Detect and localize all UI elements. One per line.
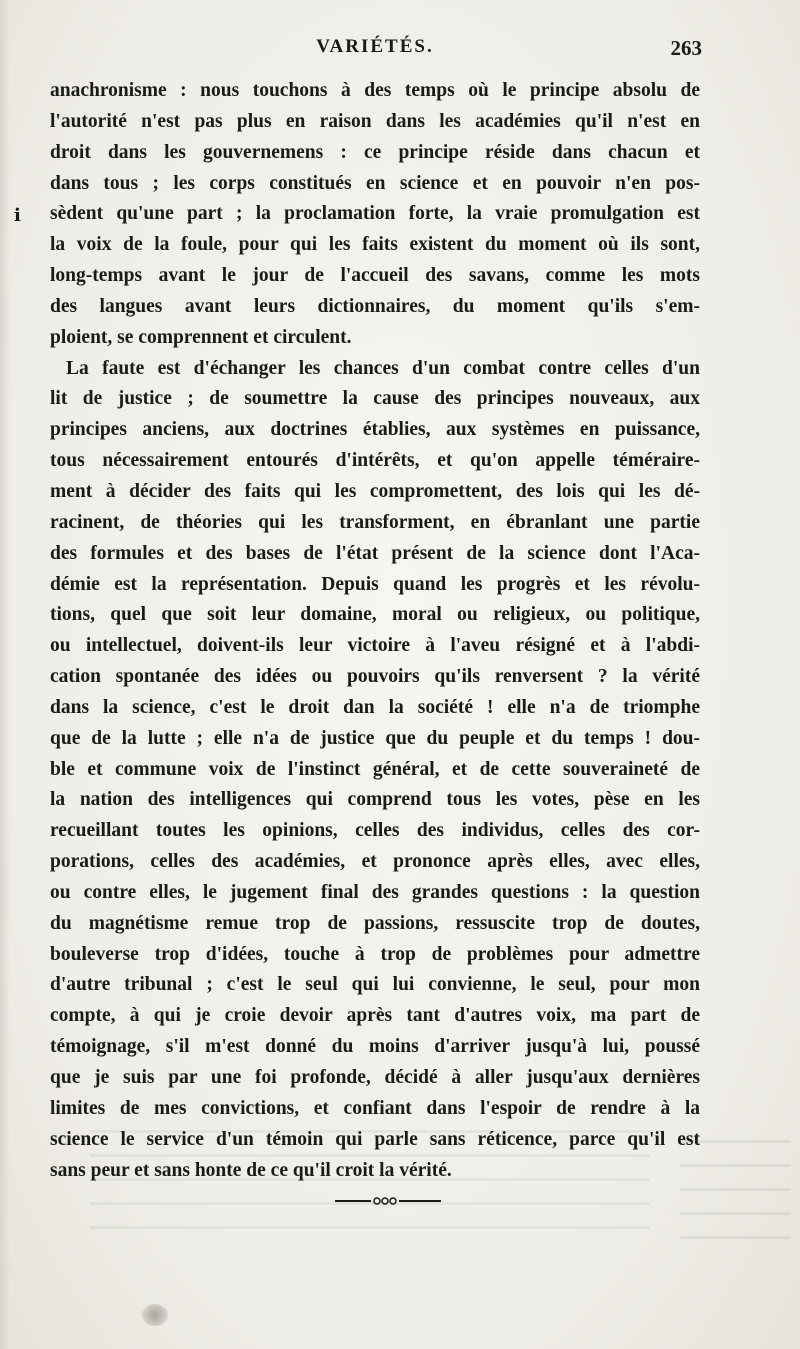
text-line: des formules et des bases de l'état présent de la science dont l'Aca-: [50, 542, 700, 564]
text-line: dans la science, c'est le droit dan la société ! elle n'a de triomphe: [50, 696, 700, 718]
text-line: lit de justice ; de soumettre la cause des principes nouveaux, aux: [50, 388, 700, 410]
text-line: tous nécessairement entourés d'intérêts, et qu'on appelle téméraire-: [50, 450, 700, 472]
text-line: ble et commune voix de l'instinct général, et de cette souveraineté de: [50, 758, 700, 780]
text-line: sèdent qu'une part ; la proclamation forte, la vraie promulgation est: [50, 203, 700, 225]
text-line: science le service d'un témoin qui parle sans réticence, parce qu'il est: [50, 1128, 700, 1150]
text-line: ment à décider des faits qui les compromettent, des lois qui les dé-: [50, 480, 700, 502]
body-text: [50, 76, 700, 1186]
text-line: compte, à qui je croie devoir après tant d'autres voix, ma part de: [50, 1005, 700, 1027]
text-line: ou contre elles, le jugement final des grandes questions : la question: [50, 881, 700, 903]
text-line: porations, celles des académies, et prononce après elles, avec elles,: [50, 851, 700, 873]
text-line: ploient, se comprennent et circulent.: [50, 326, 352, 348]
text-line: anachronisme : nous touchons à des temps où le principe absolu de: [50, 80, 700, 101]
text-line: démie est la représentation. Depuis quand les progrès et les révolu-: [50, 573, 700, 595]
section-end-ornament: [333, 1196, 443, 1206]
ink-stain: [142, 1304, 168, 1326]
margin-mark: ⅰ: [14, 205, 21, 225]
text-line: sans peur et sans honte de ce qu'il croit la vérité.: [50, 1159, 452, 1181]
text-line: recueillant toutes les opinions, celles des individus, celles des cor-: [50, 820, 700, 842]
text-line: racinent, de théories qui les transforment, en ébranlant une partie: [50, 511, 700, 533]
text-line: ou intellectuel, doivent-ils leur victoire à l'aveu résigné et à l'abdi-: [50, 635, 700, 657]
text-line: limites de mes convictions, et confiant dans l'espoir de rendre à la: [50, 1097, 700, 1119]
text-line: dans tous ; les corps constitués en science et en pouvoir n'en pos-: [50, 172, 700, 194]
text-line: tions, quel que soit leur domaine, moral ou religieux, ou politique,: [50, 604, 700, 626]
text-line: bouleverse trop d'idées, touche à trop de problèmes pour admettre: [50, 943, 700, 965]
text-line: des langues avant leurs dictionnaires, du moment qu'ils s'em-: [50, 295, 700, 317]
text-line: long-temps avant le jour de l'accueil des savans, comme les mots: [50, 265, 700, 287]
page-edge-shadow: [0, 0, 10, 1349]
paragraph-start-line: La faute est d'échanger les chances d'un combat contre celles d'un: [66, 357, 700, 379]
text-line: que je suis par une foi profonde, décidé à aller jusqu'aux dernières: [50, 1067, 700, 1088]
text-line: la voix de la foule, pour qui les faits existent du moment où ils sont,: [50, 234, 700, 256]
text-line: principes anciens, aux doctrines établies, aux systèmes en puissance,: [50, 419, 700, 441]
text-line: la nation des intelligences qui comprend tous les votes, pèse en les: [50, 789, 700, 811]
text-line: du magnétisme remue trop de passions, ressuscite trop de doutes,: [50, 912, 700, 934]
text-line: que de la lutte ; elle n'a de justice que du peuple et du temps ! dou-: [50, 727, 700, 749]
text-line: cation spontanée des idées ou pouvoirs qu'ils renversent ? la vérité: [50, 666, 700, 688]
running-title: VARIÉTÉS.: [316, 36, 434, 57]
page-number: 263: [670, 36, 702, 60]
text-line: témoignage, s'il m'est donné du moins d'arriver jusqu'à lui, poussé: [50, 1036, 700, 1058]
text-line: l'autorité n'est pas plus en raison dans les académies qu'il n'est en: [50, 110, 700, 132]
text-line: d'autre tribunal ; c'est le seul qui lui convienne, le seul, pour mon: [50, 974, 700, 996]
page-header: [50, 36, 700, 66]
text-line: droit dans les gouvernemens : ce principe réside dans chacun et: [50, 141, 700, 163]
